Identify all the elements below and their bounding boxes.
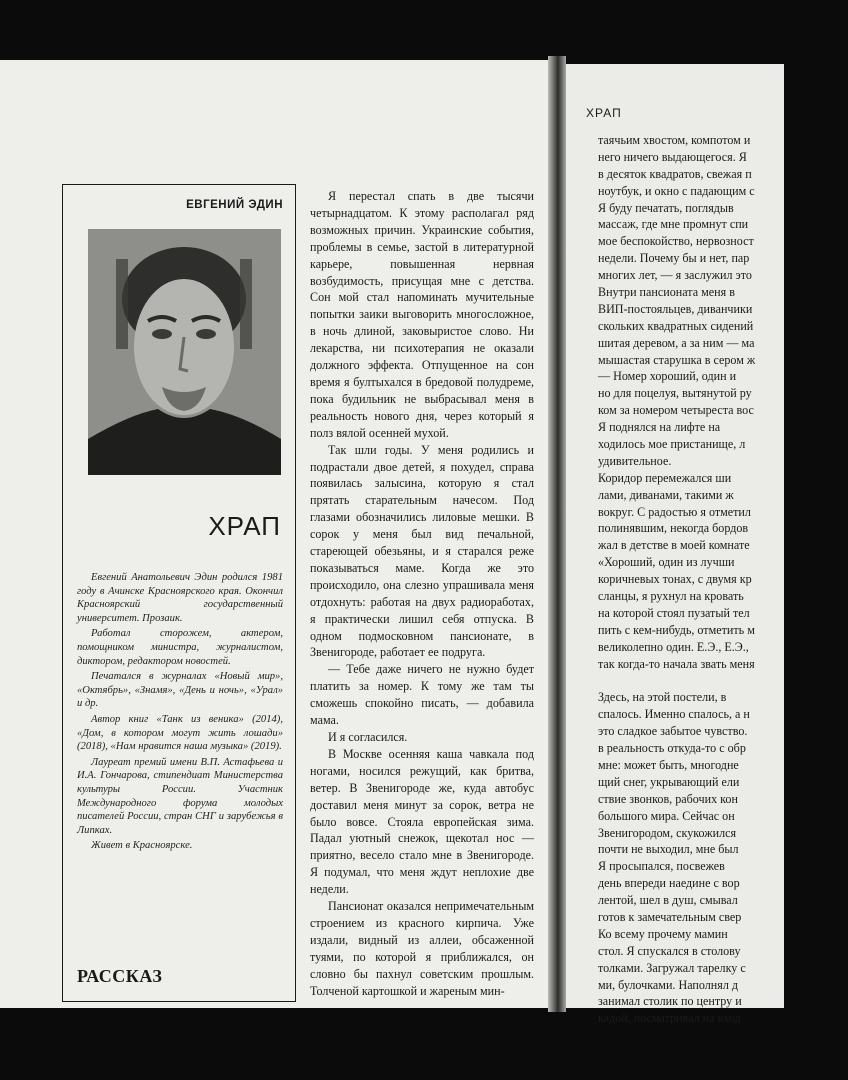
story-text-column [310, 188, 534, 1000]
text-line: ствие звонков, рабочих кон [598, 791, 738, 806]
text-line: полинявшим, некогда бордов [598, 521, 749, 536]
text-line: скольких квадратных сидений [598, 318, 754, 333]
text-line: мышастая старушка в сером ж [598, 352, 756, 367]
genre-label: РАССКАЗ [77, 966, 163, 986]
text-line: Звенигородом, скукожился [598, 825, 737, 840]
text-line: мое беспокойство, нервозност [598, 234, 754, 249]
text-line: сланцы, я рухнул на кровать [598, 589, 744, 604]
text-line: стол. Я спускался в столову [598, 943, 741, 958]
text-line: ВИП-постояльцев, диванчики [598, 301, 753, 316]
author-portrait [88, 229, 281, 475]
text-line: в десяток квадратов, свежая п [598, 166, 752, 181]
bio-paragraph: Печатался в журналах «Новый мир», «Октябрь», «Знамя», «День и ночь», «Урал» и др. [77, 671, 283, 710]
text-line: пить с кем-нибудь, отметить м [598, 622, 755, 637]
story-paragraph: Так шли годы. У меня родились и подрастали двое детей, я похудел, справа появилась залысина, которую я стал прятать старательным начесом. Под глазами обозначились лиловые мешки. В сорок у меня был вид печальной, стареющей обезьяны, и я старался реже показываться маме. Когда же это происходило, она слезно упрашивала меня отдохнуть: работая на двух радиоработах, я практически лишил себя отпуска. В одном подмосковном пансионате, в Звенигороде, работает ее подруга. [310, 442, 534, 660]
story-title: ХРАП [208, 511, 281, 541]
text-line: вокруг. С радостью я отметил [598, 504, 751, 519]
text-line: массаж, где мне промнут спи [598, 217, 749, 232]
text-line: спалось. Именно спалось, а н [598, 707, 750, 722]
text-line: готов к замечательным свер [598, 909, 742, 924]
bio-paragraph: Евгений Анатольевич Эдин родился 1981 году в Ачинске Красноярского края. Окончил Красноярский государственный университет. Прозаик. [77, 572, 283, 624]
text-line: мне: может быть, многодне [598, 757, 739, 772]
bio-paragraph: Живет в Красноярске. [91, 840, 193, 852]
text-line [598, 673, 848, 690]
bio-paragraph: Автор книг «Танк из веника» (2014), «Дом, в котором могут жить лошади» (2018), «Нам нравится наша музыка» (2019). [77, 713, 283, 753]
text-line: Я поднялся на лифте на [598, 420, 721, 435]
text-line: таячьим хвостом, компотом и [598, 133, 751, 147]
text-line: Здесь, на этой постели, в [598, 690, 727, 705]
text-line: него ничего выдающегося. Я [598, 149, 747, 164]
story-paragraph: — Тебе даже ничего не нужно будет платить за номер. К тому же там ты сможешь спокойно писать, — добавила мама. [310, 662, 534, 728]
text-line: Внутри пансионата меня в [598, 285, 735, 300]
text-line: коричневых тонах, с двумя кр [598, 572, 752, 587]
text-line: лами, диванами, такими ж [598, 487, 734, 502]
text-line: на которой стоял пузатый тел [598, 605, 750, 620]
story-paragraph: В Москве осенняя каша чавкала под ногами, носился режущий, как бритва, ветер. В Звенигороде же, куда автобус доставил меня минут за сорок, ветра не было вовсе. Стояла европейская зима. Падал уютный снежок, щекотал нос — приятно, весело стало мне в Звенигороде. Я подумал, что меня ждут неплохие две недели. [310, 746, 534, 897]
text-line: ходилось мое пристанище, л [598, 437, 746, 452]
text-line: многих лет, — я заслужил это [598, 268, 752, 283]
text-line: но для поцелуя, вытянутой ру [598, 386, 752, 401]
text-line: недели. Почему бы и нет, пар [598, 251, 750, 266]
right-page [566, 64, 784, 1026]
text-line: Ко всему прочему мамин [598, 926, 728, 941]
text-line: ми, булочками. Наполнял д [598, 977, 739, 992]
text-line: великолепно один. Е.Э., Е.Э., [598, 639, 749, 654]
text-line: Я просыпался, посвежев [598, 859, 725, 874]
text-line: жал в детстве в моей комнате [598, 538, 750, 553]
bio-paragraph: Работал сторожем, актером, помощником министра, журналистом, диктором, редактором новостей. [77, 628, 283, 667]
story-text-column-right [598, 132, 848, 1027]
text-line: лентой, шел в душ, смывал [598, 893, 738, 908]
story-paragraph: И я согласился. [328, 730, 408, 744]
bio-paragraph: Лауреат премий имени В.П. Астафьева и И.А. Гончарова, стипендиат Министерства культуры России. Участник Международного форума молодых писателей России, стран СНГ и зарубежья в Липках. [77, 756, 283, 836]
text-line: щий снег, укрывающий ели [598, 774, 740, 789]
text-line: Коридор перемежался ши [598, 470, 732, 485]
text-line: ком за номером четыреста вос [598, 403, 754, 418]
text-line: день впереди наедине с вор [598, 876, 740, 891]
story-paragraph: Я перестал спать в две тысячи четырнадцатом. К этому располагал ряд возможных причин. Украинские события, проблемы в семье, застой в литературной карьере, повышенная нервная возбудимость, присущая мне с детства. Сон мой стал напоминать мучительные попытки заики выговорить многосложное, в ночь длиной, заковыристое слово. Ни лекарства, ни психотерапия не оказали должного эффекта. Отпущенное на сон время я бултыхался в бредовой полудреме, пока будильник не выбрасывал меня в реальность нового дня, через который я полз вялой осенней мухой. [310, 189, 534, 440]
text-line: ноутбук, и окно с падающим с [598, 183, 755, 198]
text-line: в реальность откуда-то с обр [598, 741, 746, 756]
story-paragraph: Пансионат оказался непримечательным строением из красного кирпича. Уже издали, видный из аллеи, обсаженной туями, по которой я приближался, он словно бы пахнул советским прошлым. Толченой картошкой и жареным мин- [310, 899, 534, 998]
author-bio-box [62, 184, 296, 1002]
portrait-image [88, 229, 281, 475]
text-line: большого мира. Сейчас он [598, 808, 735, 823]
text-line: занимал столик по центру и [598, 994, 742, 1009]
left-page [0, 60, 548, 1008]
text-line: «Хороший, один из лучши [598, 555, 735, 570]
text-line: Я буду печатать, поглядыв [598, 200, 734, 215]
book-gutter [548, 56, 566, 1012]
text-line: — Номер хороший, один и [598, 369, 737, 384]
text-line: так когда-то начала звать меня [598, 656, 755, 671]
text-line: почти не выходил, мне был [598, 842, 739, 857]
text-line: это сладкое забытое чувство. [598, 724, 748, 739]
author-name: ЕВГЕНИЙ ЭДИН [186, 199, 283, 211]
text-line: кадой, посматривал на вход [598, 1011, 741, 1026]
text-line: удивительное. [598, 453, 672, 468]
running-head: ХРАП [586, 106, 622, 120]
author-biography [77, 571, 283, 855]
text-line: шитая деревом, а за ним — ма [598, 335, 755, 350]
text-line: толками. Загружал тарелку с [598, 960, 746, 975]
